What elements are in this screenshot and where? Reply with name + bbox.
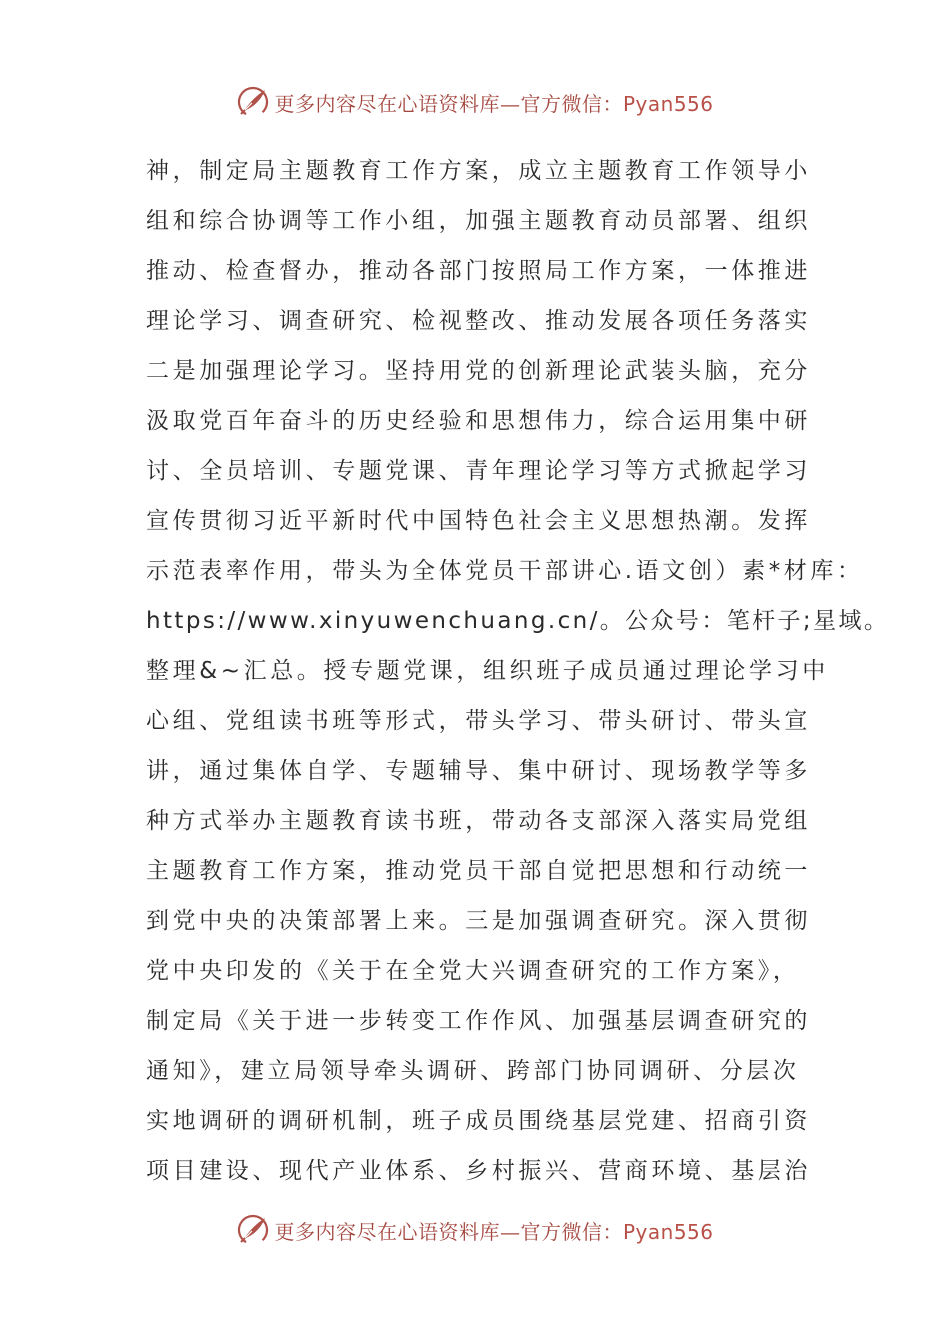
body-line: 到党中央的决策部署上来。三是加强调查研究。深入贯彻	[146, 908, 811, 934]
body-line: 神，制定局主题教育工作方案，成立主题教育工作领导小	[146, 158, 811, 184]
body-line: 主题教育工作方案，推动党员干部自觉把思想和行动统一	[146, 858, 811, 884]
quill-pen-logo-icon	[236, 85, 270, 119]
footer-banner	[0, 1208, 950, 1252]
header-wechat-handle: Pyan556	[622, 91, 714, 116]
body-line: 种方式举办主题教育读书班，带动各支部深入落实局党组	[146, 808, 811, 834]
body-line: 讨、全员培训、专题党课、青年理论学习等方式掀起学习	[146, 458, 811, 484]
body-line: 讲，通过集体自学、专题辅导、集中研讨、现场教学等多	[146, 758, 811, 784]
body-line: 汲取党百年奋斗的历史经验和思想伟力，综合运用集中研	[146, 408, 811, 434]
header-banner	[0, 80, 950, 124]
body-line: 心组、党组读书班等形式，带头学习、带头研讨、带头宣	[146, 708, 811, 734]
body-line: 整理&~汇总。授专题党课，组织班子成员通过理论学习中	[146, 658, 829, 684]
header-banner-text: 更多内容尽在心语资料库—官方微信：Pyan556	[274, 91, 714, 116]
footer-banner-text: 更多内容尽在心语资料库—官方微信：Pyan556	[274, 1219, 714, 1244]
body-line: 推动、检查督办，推动各部门按照局工作方案，一体推进	[146, 258, 811, 284]
footer-wechat-handle: Pyan556	[622, 1219, 714, 1244]
body-line: 宣传贯彻习近平新时代中国特色社会主义思想热潮。发挥	[146, 508, 811, 534]
body-line: 通知》，建立局领导牵头调研、跨部门协同调研、分层次	[146, 1058, 800, 1084]
body-line: 党中央印发的《关于在全党大兴调查研究的工作方案》，	[146, 958, 800, 984]
quill-pen-logo-icon	[236, 1213, 270, 1247]
body-line: 组和综合协调等工作小组，加强主题教育动员部署、组织	[146, 208, 811, 234]
body-line: 项目建设、现代产业体系、乡村振兴、营商环境、基层治	[146, 1158, 811, 1184]
document-body	[146, 146, 890, 1196]
body-line: 示范表率作用，带头为全体党员干部讲心.语文创）素*材库：	[146, 558, 864, 584]
body-line-url: https://www.xinyuwenchuang.cn/。公众号：笔杆子;星域。	[146, 608, 890, 634]
body-line: 理论学习、调查研究、检视整改、推动发展各项任务落实	[146, 308, 811, 334]
body-line: 实地调研的调研机制，班子成员围绕基层党建、招商引资	[146, 1108, 811, 1134]
body-line: 制定局《关于进一步转变工作作风、加强基层调查研究的	[146, 1008, 811, 1034]
body-line: 二是加强理论学习。坚持用党的创新理论武装头脑，充分	[146, 358, 811, 384]
